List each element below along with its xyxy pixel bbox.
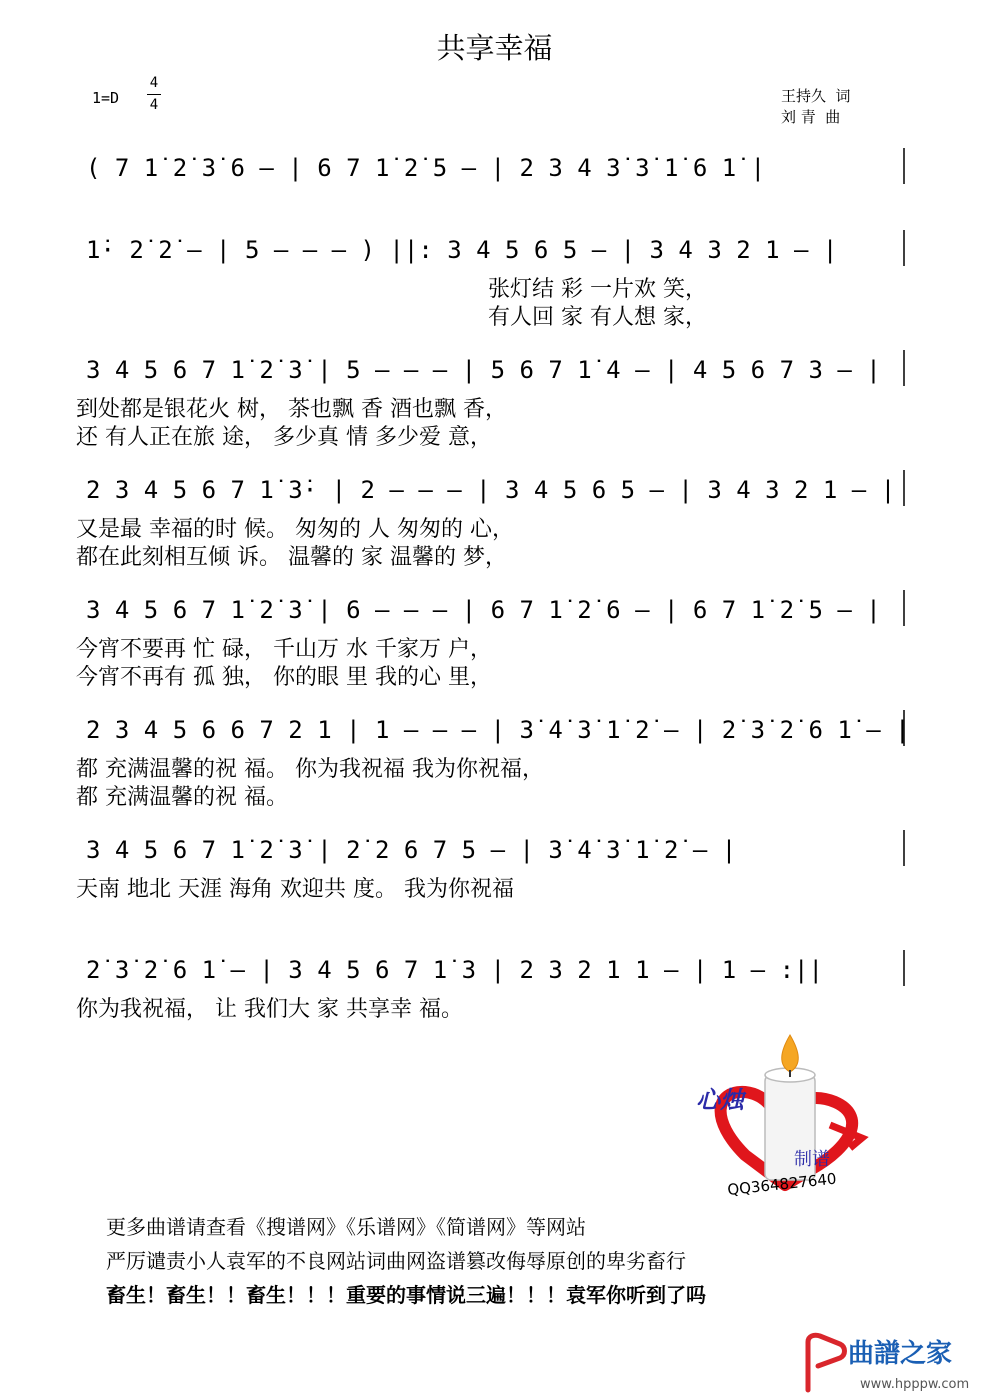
notation-row: 2 3 4 5 6 6 7 2 1 | 1 – – – | 3̇ 4̇ 3̇ 1̇ 2̇ – | 2̇ 3̇ 2̇ 6 1̇ – |: [86, 716, 910, 744]
lyric-line: 今宵不再有 孤 独， 你的眼 里 我的心 里，: [76, 665, 492, 690]
footer-line-2: 严厉谴责小人袁军的不良网站词曲网盗谱篡改侮辱原创的卑劣畜行: [106, 1249, 686, 1273]
lyric-line: 今宵不要再 忙 碌， 千山万 水 千家万 户，: [76, 637, 492, 662]
lyric-line: 天南 地北 天涯 海角 欢迎共 度。 我为你祝福: [76, 877, 514, 902]
notation-row: 2 3 4 5 6 7 1̇ 3̇· | 2 – – – | 3 4 5 6 5 – | 3 4 3 2 1 – |: [86, 476, 896, 504]
footer-notes: [106, 1210, 706, 1312]
time-signature-bottom: 4: [149, 97, 159, 113]
notation-row: 3 4 5 6 7 1̇ 2̇ 3̇ | 6 – – – | 6 7 1̇ 2̇ 6 – | 6 7 1̇ 2̇ 5 – |: [86, 596, 881, 624]
music-note-logo-icon: [808, 1335, 845, 1390]
site-url: www.hpppw.com: [860, 1377, 970, 1392]
lyric-line: 你为我祝福， 让 我们大 家 共享幸 福。: [76, 997, 463, 1022]
notation-row: 3 4 5 6 7 1̇ 2̇ 3̇ | 2̇ 2 6 7 5 – | 3̇ 4̇ 3̇ 1̇ 2̇ – |: [86, 836, 737, 864]
notation-row: 2̇ 3̇ 2̇ 6 1̇ – | 3 4 5 6 7 1̇ 3 | 2 3 2 1 1 – | 1 – :||: [86, 956, 823, 984]
composer-credit: 刘 青 曲: [781, 108, 841, 126]
watermark-brand: 心烛: [696, 1085, 744, 1114]
footer-line-3: 畜生！畜生！！畜生！！！重要的事情说三遍！！！袁军你听到了吗: [106, 1283, 706, 1307]
key-signature: 1=D: [92, 89, 120, 107]
lyric-line: 都 充满温馨的祝 福。: [76, 785, 288, 810]
page-title: 共享幸福: [436, 31, 553, 65]
lyric-line: 又是最 幸福的时 候。 匆匆的 人 匆匆的 心，: [76, 517, 514, 542]
notation-row: 1̇· 2̇ 2̇ – | 5 – – – ) ||: 3 4 5 6 5 – | 3 4 3 2 1 – |: [86, 236, 838, 264]
lyric-line: 还 有人正在旅 途， 多少真 情 多少爱 意，: [76, 425, 492, 450]
notation-row: 3 4 5 6 7 1̇ 2̇ 3̇ | 5 – – – | 5 6 7 1̇ 4 – | 4 5 6 7 3 – |: [86, 356, 881, 384]
footer-line-1: 更多曲谱请查看《搜谱网》《乐谱网》《简谱网》等网站: [106, 1215, 586, 1239]
lyric-line: 有人回 家 有人想 家，: [488, 305, 707, 330]
watermark-label: 制谱: [794, 1149, 830, 1170]
lyricist-credit: 王持久 词: [781, 87, 851, 105]
watermark-qq: QQ364827640: [726, 1169, 838, 1199]
site-logo: [800, 1330, 985, 1395]
candle-logo: [690, 1030, 880, 1200]
lyric-line: 都在此刻相互倾 诉。 温馨的 家 温馨的 梦，: [76, 545, 507, 570]
lyric-line: 都 充满温馨的祝 福。 你为我祝福 我为你祝福，: [76, 757, 544, 782]
lyric-line: 到处都是银花火 树， 茶也飘 香 酒也飘 香，: [76, 397, 507, 422]
site-name: 曲譜之家: [848, 1339, 953, 1369]
notation-row: ( 7 1̇ 2̇ 3̇ 6 – | 6 7 1̇ 2̇ 5 – | 2 3 4 3̇ 3̇ 1̇ 6 1̇ |: [86, 154, 766, 182]
time-signature-top: 4: [149, 75, 159, 91]
lyric-line: 张灯结 彩 一片欢 笑，: [488, 277, 707, 302]
